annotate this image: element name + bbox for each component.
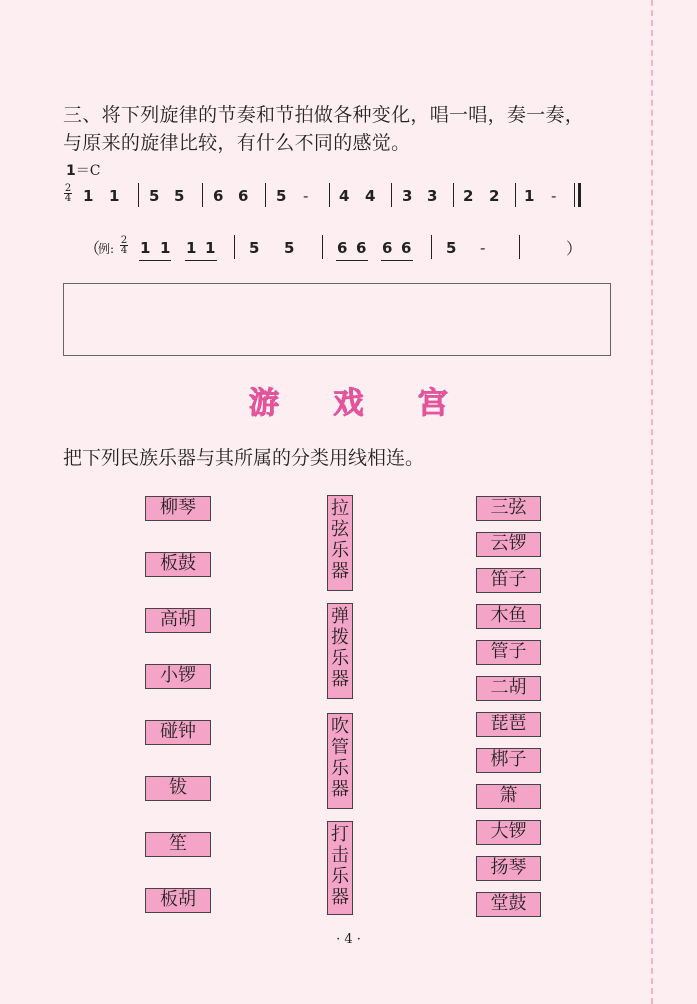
dash: - [480,239,486,257]
eighth-underline [139,260,171,261]
note: 2 [489,187,500,205]
example-notation [0,234,697,266]
bar-line [202,183,203,207]
note: 5 [276,187,287,205]
example-label: 例: [98,242,115,256]
final-bar-line-thick [578,183,581,207]
note: 3 [427,187,438,205]
question-line-2: 与原来的旋律比较，有什么不同的感觉。 [63,132,411,154]
bar-line [431,235,432,259]
eighth-underline [336,260,368,261]
eighth-underline [185,260,217,261]
game-title: 游 戏 宫 [249,386,470,421]
melody-notation [0,183,697,215]
note: 2 [463,187,474,205]
eighth-underline [381,260,413,261]
note: 4 [339,187,350,205]
instruction-text: 把下列民族乐器与其所属的分类用线相连。 [63,447,425,469]
left-instrument-box[interactable]: 高胡 [145,608,211,633]
note: 3 [402,187,413,205]
note: 5 [149,187,160,205]
note: 4 [365,187,376,205]
category-box-wind[interactable]: 吹 管 乐 器 [327,713,353,809]
note: 6 [401,239,412,257]
note: 5 [446,239,457,257]
note: 5 [284,239,295,257]
note: 6 [356,239,367,257]
bar-line [138,183,139,207]
bar-line [391,183,392,207]
right-instrument-box[interactable]: 二胡 [476,676,541,701]
bar-line [265,183,266,207]
note: 6 [213,187,224,205]
right-instrument-box[interactable]: 堂鼓 [476,892,541,917]
right-instrument-box[interactable]: 琵琶 [476,712,541,737]
right-instrument-box[interactable]: 大锣 [476,820,541,845]
key-signature: 1＝C [66,163,101,179]
page-number: · 4 · [336,932,361,947]
answer-box[interactable] [63,283,611,356]
note: 6 [238,187,249,205]
page-fold-dashed-line [651,0,653,1004]
right-instrument-box[interactable]: 箫 [476,784,541,809]
bar-line [519,235,520,259]
note: 1 [205,239,216,257]
left-instrument-box[interactable]: 碰钟 [145,720,211,745]
category-box-plucked[interactable]: 弹 拨 乐 器 [327,603,353,699]
note: 1 [160,239,171,257]
left-instrument-box[interactable]: 板鼓 [145,552,211,577]
bar-line [515,183,516,207]
note: 1 [140,239,151,257]
right-instrument-box[interactable]: 扬琴 [476,856,541,881]
open-paren: （ [84,239,101,258]
category-box-percussion[interactable]: 打 击 乐 器 [327,821,353,915]
bar-line [329,183,330,207]
close-paren: ） [566,239,583,258]
time-signature: 2 4 [120,235,128,256]
left-instrument-box[interactable]: 钹 [145,776,211,801]
category-box-string[interactable]: 拉 弦 乐 器 [327,495,353,591]
right-instrument-box[interactable]: 梆子 [476,748,541,773]
bar-line [453,183,454,207]
left-instrument-box[interactable]: 板胡 [145,888,211,913]
dash: - [551,187,557,205]
right-instrument-box[interactable]: 笛子 [476,568,541,593]
right-instrument-box[interactable]: 三弦 [476,496,541,521]
note: 1 [524,187,535,205]
dash: - [303,187,309,205]
left-instrument-box[interactable]: 笙 [145,832,211,857]
note: 6 [382,239,393,257]
note: 1 [186,239,197,257]
question-line-1: 三、将下列旋律的节奏和节拍做各种变化，唱一唱，奏一奏， [63,104,585,126]
bar-line [322,235,323,259]
note: 5 [249,239,260,257]
note: 5 [174,187,185,205]
final-bar-line-thin [574,183,575,207]
bar-line [234,235,235,259]
right-instrument-box[interactable]: 木鱼 [476,604,541,629]
note: 1 [83,187,94,205]
note: 6 [337,239,348,257]
left-instrument-box[interactable]: 小锣 [145,664,211,689]
right-instrument-box[interactable]: 云锣 [476,532,541,557]
time-signature: 2 4 [64,183,72,204]
right-instrument-box[interactable]: 管子 [476,640,541,665]
left-instrument-box[interactable]: 柳琴 [145,496,211,521]
note: 1 [109,187,120,205]
